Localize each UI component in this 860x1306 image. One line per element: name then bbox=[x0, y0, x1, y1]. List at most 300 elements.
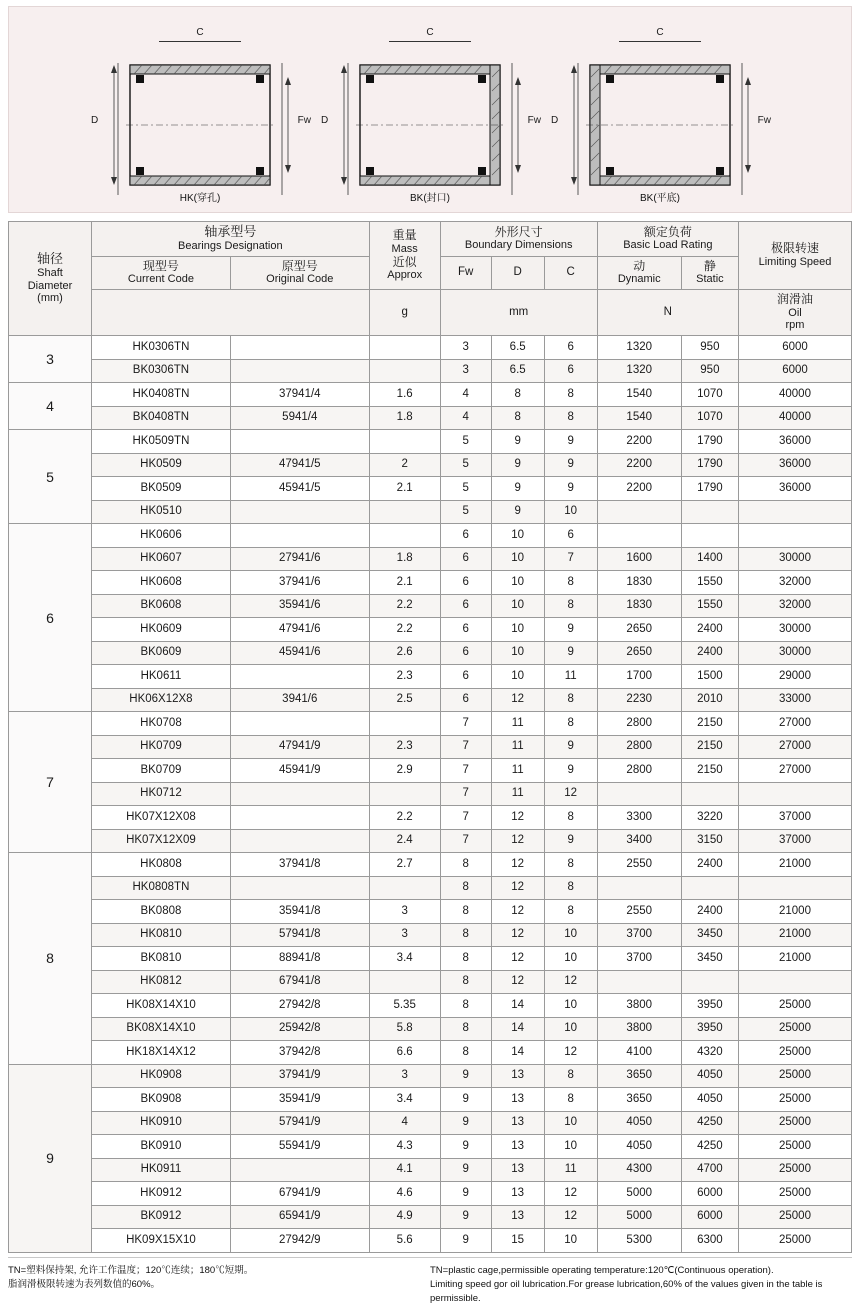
cell-c: 7 bbox=[544, 547, 597, 571]
cell-d: 9 bbox=[491, 500, 544, 524]
cell-d: 12 bbox=[491, 923, 544, 947]
table-row bbox=[9, 594, 852, 618]
cell-limiting-speed: 30000 bbox=[739, 641, 852, 665]
cell-original-code: 35941/8 bbox=[230, 900, 369, 924]
cell-c: 8 bbox=[544, 594, 597, 618]
cell-current-code: BK0912 bbox=[92, 1205, 231, 1229]
table-row bbox=[9, 947, 852, 971]
cell-c: 12 bbox=[544, 1041, 597, 1065]
cell-limiting-speed: 29000 bbox=[739, 665, 852, 689]
diagram-caption-3: BK(平底) bbox=[640, 193, 680, 204]
bearing-cross-section-closed bbox=[330, 45, 530, 195]
cell-dynamic: 2800 bbox=[597, 735, 681, 759]
cell-fw: 8 bbox=[440, 1017, 491, 1041]
cell-d: 12 bbox=[491, 900, 544, 924]
cell-mass bbox=[369, 500, 440, 524]
cell-current-code: HK07X12X09 bbox=[92, 829, 231, 853]
cell-dynamic: 1540 bbox=[597, 383, 681, 407]
cell-c: 9 bbox=[544, 453, 597, 477]
cell-c: 6 bbox=[544, 359, 597, 383]
cell-dynamic: 3400 bbox=[597, 829, 681, 853]
cell-fw: 9 bbox=[440, 1064, 491, 1088]
cell-original-code: 35941/6 bbox=[230, 594, 369, 618]
th-boundary bbox=[440, 222, 597, 257]
cell-fw: 4 bbox=[440, 383, 491, 407]
table-row bbox=[9, 430, 852, 454]
cell-mass: 4.6 bbox=[369, 1182, 440, 1206]
cell-dynamic: 3700 bbox=[597, 923, 681, 947]
bearing-cross-section-open bbox=[100, 45, 300, 195]
cell-current-code: BK0910 bbox=[92, 1135, 231, 1159]
cell-limiting-speed bbox=[739, 876, 852, 900]
cell-original-code bbox=[230, 336, 369, 360]
th-mass-cn: 重量 bbox=[392, 228, 417, 243]
cell-dynamic: 2800 bbox=[597, 712, 681, 736]
cell-static bbox=[681, 782, 738, 806]
cell-original-code bbox=[230, 782, 369, 806]
cell-fw: 8 bbox=[440, 876, 491, 900]
th-dynamic bbox=[597, 256, 681, 289]
cell-mass: 4 bbox=[369, 1111, 440, 1135]
table-row bbox=[9, 1135, 852, 1159]
th-speed bbox=[739, 222, 852, 290]
cell-static bbox=[681, 876, 738, 900]
cell-static bbox=[681, 970, 738, 994]
cell-limiting-speed: 37000 bbox=[739, 806, 852, 830]
cell-dynamic: 1700 bbox=[597, 665, 681, 689]
cell-dynamic: 2230 bbox=[597, 688, 681, 712]
cell-d: 12 bbox=[491, 829, 544, 853]
th-boundary-en: Boundary Dimensions bbox=[464, 239, 573, 252]
th-mass bbox=[369, 222, 440, 290]
cell-static: 4700 bbox=[681, 1158, 738, 1182]
dimension-d-label-1: D bbox=[91, 115, 99, 126]
cell-static: 2150 bbox=[681, 759, 738, 783]
cell-d: 13 bbox=[491, 1182, 544, 1206]
cell-c: 11 bbox=[544, 665, 597, 689]
th-rpm: rpm bbox=[785, 319, 805, 332]
table-row bbox=[9, 994, 852, 1018]
cell-mass bbox=[369, 359, 440, 383]
th-mass-en2: Approx bbox=[387, 269, 423, 282]
cell-original-code: 5941/4 bbox=[230, 406, 369, 430]
cell-static: 2400 bbox=[681, 853, 738, 877]
cell-c: 9 bbox=[544, 618, 597, 642]
cell-d: 9 bbox=[491, 477, 544, 501]
cell-original-code: 57941/9 bbox=[230, 1111, 369, 1135]
th-load-en: Basic Load Rating bbox=[623, 239, 713, 252]
th-load-cn: 额定负荷 bbox=[643, 224, 692, 239]
cell-c: 9 bbox=[544, 759, 597, 783]
cell-original-code: 27942/8 bbox=[230, 994, 369, 1018]
cell-dynamic: 5300 bbox=[597, 1229, 681, 1253]
cell-dynamic: 1320 bbox=[597, 359, 681, 383]
cell-fw: 7 bbox=[440, 806, 491, 830]
cell-d: 13 bbox=[491, 1064, 544, 1088]
cell-current-code: HK0709 bbox=[92, 735, 231, 759]
cell-mass: 2.1 bbox=[369, 477, 440, 501]
cell-d: 8 bbox=[491, 406, 544, 430]
table-row bbox=[9, 453, 852, 477]
cell-static: 1790 bbox=[681, 453, 738, 477]
cell-fw: 3 bbox=[440, 336, 491, 360]
cell-limiting-speed: 25000 bbox=[739, 1088, 852, 1112]
cell-static: 3950 bbox=[681, 994, 738, 1018]
cell-mass bbox=[369, 876, 440, 900]
cell-current-code: HK0808TN bbox=[92, 876, 231, 900]
th-dyn-en: Dynamic bbox=[617, 273, 661, 286]
cell-mass bbox=[369, 430, 440, 454]
table-row bbox=[9, 1158, 852, 1182]
cell-c: 8 bbox=[544, 1088, 597, 1112]
cell-limiting-speed: 36000 bbox=[739, 477, 852, 501]
cell-original-code: 67941/9 bbox=[230, 1182, 369, 1206]
cell-static bbox=[681, 524, 738, 548]
cell-mass: 2.2 bbox=[369, 594, 440, 618]
cell-original-code: 67941/8 bbox=[230, 970, 369, 994]
cell-limiting-speed: 27000 bbox=[739, 712, 852, 736]
cell-current-code: HK0908 bbox=[92, 1064, 231, 1088]
cell-dynamic: 3300 bbox=[597, 806, 681, 830]
cell-static: 4320 bbox=[681, 1041, 738, 1065]
cell-static: 3220 bbox=[681, 806, 738, 830]
th-current-cn: 现型号 bbox=[142, 258, 179, 273]
diagram-caption-2: BK(封口) bbox=[410, 193, 450, 204]
cell-d: 11 bbox=[491, 782, 544, 806]
cell-fw: 5 bbox=[440, 477, 491, 501]
table-header bbox=[9, 222, 852, 336]
cell-static: 6300 bbox=[681, 1229, 738, 1253]
cell-original-code bbox=[230, 500, 369, 524]
cell-current-code: BK0608 bbox=[92, 594, 231, 618]
table-row bbox=[9, 1229, 852, 1253]
cell-mass bbox=[369, 524, 440, 548]
cell-mass: 3.4 bbox=[369, 1088, 440, 1112]
cell-fw: 6 bbox=[440, 641, 491, 665]
cell-dynamic: 1830 bbox=[597, 594, 681, 618]
cell-fw: 6 bbox=[440, 688, 491, 712]
dimension-c-label-1: C bbox=[159, 27, 241, 38]
cell-mass: 5.8 bbox=[369, 1017, 440, 1041]
th-blank-designation bbox=[92, 290, 370, 336]
cell-c: 12 bbox=[544, 782, 597, 806]
cell-fw: 8 bbox=[440, 853, 491, 877]
cell-fw: 6 bbox=[440, 618, 491, 642]
th-static bbox=[681, 256, 738, 289]
cell-d: 13 bbox=[491, 1088, 544, 1112]
cell-shaft-diameter: 6 bbox=[9, 524, 92, 712]
cell-d: 12 bbox=[491, 876, 544, 900]
cell-original-code bbox=[230, 524, 369, 548]
cell-limiting-speed: 25000 bbox=[739, 1205, 852, 1229]
cell-dynamic: 5000 bbox=[597, 1205, 681, 1229]
cell-fw: 6 bbox=[440, 665, 491, 689]
catalog-page bbox=[0, 6, 860, 1306]
cell-dynamic: 3650 bbox=[597, 1064, 681, 1088]
table-row bbox=[9, 547, 852, 571]
cell-mass: 2.6 bbox=[369, 641, 440, 665]
cell-static: 3950 bbox=[681, 1017, 738, 1041]
table-row bbox=[9, 876, 852, 900]
cell-limiting-speed bbox=[739, 500, 852, 524]
cell-current-code: HK0609 bbox=[92, 618, 231, 642]
cell-limiting-speed: 21000 bbox=[739, 923, 852, 947]
dimension-c-label-3: C bbox=[619, 27, 701, 38]
cell-c: 10 bbox=[544, 1017, 597, 1041]
cell-current-code: BK0509 bbox=[92, 477, 231, 501]
cell-current-code: BK0609 bbox=[92, 641, 231, 665]
cell-shaft-diameter: 4 bbox=[9, 383, 92, 430]
cell-mass: 4.3 bbox=[369, 1135, 440, 1159]
cell-fw: 8 bbox=[440, 900, 491, 924]
cell-fw: 9 bbox=[440, 1205, 491, 1229]
cell-limiting-speed: 25000 bbox=[739, 1111, 852, 1135]
cell-fw: 7 bbox=[440, 829, 491, 853]
th-mm-unit: mm bbox=[440, 290, 597, 336]
cell-static bbox=[681, 500, 738, 524]
cell-d: 12 bbox=[491, 688, 544, 712]
cell-mass: 2.9 bbox=[369, 759, 440, 783]
cell-dynamic: 1540 bbox=[597, 406, 681, 430]
cell-mass: 4.1 bbox=[369, 1158, 440, 1182]
cell-static: 950 bbox=[681, 336, 738, 360]
cell-static: 3450 bbox=[681, 947, 738, 971]
th-shaft-diameter bbox=[9, 222, 92, 336]
cell-current-code: HK0812 bbox=[92, 970, 231, 994]
cell-c: 10 bbox=[544, 500, 597, 524]
cell-mass: 2.2 bbox=[369, 618, 440, 642]
cell-limiting-speed: 25000 bbox=[739, 1158, 852, 1182]
cell-c: 9 bbox=[544, 430, 597, 454]
cell-d: 15 bbox=[491, 1229, 544, 1253]
cell-limiting-speed: 6000 bbox=[739, 359, 852, 383]
th-sta-cn: 静 bbox=[703, 258, 716, 273]
cell-limiting-speed: 6000 bbox=[739, 336, 852, 360]
cell-c: 8 bbox=[544, 853, 597, 877]
dimension-d-label-3: D bbox=[551, 115, 559, 126]
table-row bbox=[9, 1088, 852, 1112]
cell-d: 12 bbox=[491, 806, 544, 830]
cell-mass bbox=[369, 782, 440, 806]
cell-dynamic: 2550 bbox=[597, 900, 681, 924]
cell-d: 13 bbox=[491, 1111, 544, 1135]
cell-c: 6 bbox=[544, 524, 597, 548]
dimension-d-label-2: D bbox=[321, 115, 329, 126]
cell-static: 4250 bbox=[681, 1111, 738, 1135]
cell-d: 10 bbox=[491, 665, 544, 689]
cell-static: 1550 bbox=[681, 571, 738, 595]
cell-d: 10 bbox=[491, 547, 544, 571]
cell-fw: 4 bbox=[440, 406, 491, 430]
cell-shaft-diameter: 5 bbox=[9, 430, 92, 524]
cell-c: 10 bbox=[544, 1229, 597, 1253]
cell-shaft-diameter: 8 bbox=[9, 853, 92, 1065]
cell-original-code: 37941/4 bbox=[230, 383, 369, 407]
table-row bbox=[9, 477, 852, 501]
cell-original-code: 47941/9 bbox=[230, 735, 369, 759]
th-original-code bbox=[230, 256, 369, 289]
header-row-3 bbox=[9, 290, 852, 336]
cell-static: 1500 bbox=[681, 665, 738, 689]
cell-mass: 3.4 bbox=[369, 947, 440, 971]
cell-dynamic: 4100 bbox=[597, 1041, 681, 1065]
cell-current-code: HK0306TN bbox=[92, 336, 231, 360]
th-designation-en: Bearings Designation bbox=[178, 239, 283, 252]
cell-static: 950 bbox=[681, 359, 738, 383]
diagram-bk-flat bbox=[545, 7, 775, 212]
cell-dynamic: 5000 bbox=[597, 1182, 681, 1206]
cell-d: 11 bbox=[491, 735, 544, 759]
cell-static: 4250 bbox=[681, 1135, 738, 1159]
cell-fw: 7 bbox=[440, 759, 491, 783]
cell-current-code: HK0712 bbox=[92, 782, 231, 806]
cell-current-code: HK0509 bbox=[92, 453, 231, 477]
cell-fw: 7 bbox=[440, 712, 491, 736]
cell-d: 9 bbox=[491, 453, 544, 477]
cell-c: 9 bbox=[544, 641, 597, 665]
cell-limiting-speed: 21000 bbox=[739, 853, 852, 877]
cell-limiting-speed: 25000 bbox=[739, 994, 852, 1018]
th-mass-cn2: 近似 bbox=[392, 254, 417, 269]
cell-d: 14 bbox=[491, 994, 544, 1018]
bearing-diagram-panel bbox=[8, 6, 852, 213]
table-row bbox=[9, 900, 852, 924]
th-load bbox=[597, 222, 738, 257]
cell-dynamic: 2800 bbox=[597, 759, 681, 783]
cell-current-code: BK0306TN bbox=[92, 359, 231, 383]
dimension-fw-label-3: Fw bbox=[757, 115, 771, 126]
cell-current-code: HK07X12X08 bbox=[92, 806, 231, 830]
cell-fw: 5 bbox=[440, 500, 491, 524]
table-row bbox=[9, 853, 852, 877]
cell-current-code: HK0509TN bbox=[92, 430, 231, 454]
cell-d: 9 bbox=[491, 430, 544, 454]
cell-c: 8 bbox=[544, 806, 597, 830]
th-speed-cn: 极限转速 bbox=[770, 241, 819, 256]
table-row bbox=[9, 1041, 852, 1065]
cell-original-code: 45941/6 bbox=[230, 641, 369, 665]
table-row bbox=[9, 782, 852, 806]
cell-fw: 7 bbox=[440, 782, 491, 806]
cell-fw: 9 bbox=[440, 1158, 491, 1182]
cell-mass: 5.6 bbox=[369, 1229, 440, 1253]
cell-static: 6000 bbox=[681, 1182, 738, 1206]
table-row bbox=[9, 618, 852, 642]
cell-c: 8 bbox=[544, 1064, 597, 1088]
cell-c: 8 bbox=[544, 406, 597, 430]
note-en-2: Limiting speed gor oil lubrication.For grease lubrication,60% of the values given in the table is permissible. bbox=[430, 1278, 823, 1305]
cell-limiting-speed: 25000 bbox=[739, 1182, 852, 1206]
cell-mass: 2.3 bbox=[369, 735, 440, 759]
cell-d: 14 bbox=[491, 1041, 544, 1065]
cell-fw: 9 bbox=[440, 1135, 491, 1159]
cell-dynamic: 3800 bbox=[597, 994, 681, 1018]
cell-original-code: 27941/6 bbox=[230, 547, 369, 571]
table-row bbox=[9, 923, 852, 947]
cell-static: 6000 bbox=[681, 1205, 738, 1229]
cell-static: 3450 bbox=[681, 923, 738, 947]
cell-limiting-speed: 27000 bbox=[739, 759, 852, 783]
cell-dynamic: 2650 bbox=[597, 618, 681, 642]
cell-original-code: 88941/8 bbox=[230, 947, 369, 971]
cell-dynamic: 4050 bbox=[597, 1111, 681, 1135]
cell-dynamic bbox=[597, 782, 681, 806]
cell-original-code: 57941/8 bbox=[230, 923, 369, 947]
cell-fw: 8 bbox=[440, 923, 491, 947]
note-cn-2: 脂润滑极限转速为表列数值的60%。 bbox=[8, 1278, 161, 1290]
table-row bbox=[9, 665, 852, 689]
th-designation-cn: 轴承型号 bbox=[204, 224, 257, 239]
cell-limiting-speed bbox=[739, 524, 852, 548]
cell-limiting-speed: 25000 bbox=[739, 1229, 852, 1253]
cell-static: 3150 bbox=[681, 829, 738, 853]
table-row bbox=[9, 970, 852, 994]
th-speed-en: Limiting Speed bbox=[758, 256, 832, 269]
cell-c: 6 bbox=[544, 336, 597, 360]
cell-limiting-speed: 40000 bbox=[739, 383, 852, 407]
diagram-caption-1: HK(穿孔) bbox=[179, 193, 221, 204]
cell-fw: 5 bbox=[440, 453, 491, 477]
cell-current-code: HK0611 bbox=[92, 665, 231, 689]
cell-d: 13 bbox=[491, 1205, 544, 1229]
diagram-hk-open bbox=[85, 7, 315, 212]
cell-mass: 1.8 bbox=[369, 547, 440, 571]
cell-static: 2010 bbox=[681, 688, 738, 712]
table-row bbox=[9, 759, 852, 783]
cell-d: 10 bbox=[491, 641, 544, 665]
cell-mass: 2.7 bbox=[369, 853, 440, 877]
cell-original-code bbox=[230, 665, 369, 689]
table-row bbox=[9, 641, 852, 665]
table-row bbox=[9, 829, 852, 853]
cell-c: 8 bbox=[544, 383, 597, 407]
cell-current-code: HK0608 bbox=[92, 571, 231, 595]
th-d: D bbox=[491, 256, 544, 289]
cell-c: 12 bbox=[544, 970, 597, 994]
cell-current-code: BK0810 bbox=[92, 947, 231, 971]
diagram-bk-closed bbox=[315, 7, 545, 212]
th-speed-unit bbox=[739, 290, 852, 336]
cell-c: 8 bbox=[544, 571, 597, 595]
cell-original-code bbox=[230, 430, 369, 454]
cell-mass: 6.6 bbox=[369, 1041, 440, 1065]
cell-d: 10 bbox=[491, 594, 544, 618]
cell-dynamic: 2550 bbox=[597, 853, 681, 877]
cell-mass: 1.8 bbox=[369, 406, 440, 430]
cell-current-code: BK0808 bbox=[92, 900, 231, 924]
cell-mass bbox=[369, 712, 440, 736]
cell-mass bbox=[369, 336, 440, 360]
table-row bbox=[9, 1111, 852, 1135]
cell-dynamic: 1320 bbox=[597, 336, 681, 360]
cell-current-code: HK0607 bbox=[92, 547, 231, 571]
cell-d: 12 bbox=[491, 947, 544, 971]
cell-fw: 9 bbox=[440, 1088, 491, 1112]
cell-original-code: 65941/9 bbox=[230, 1205, 369, 1229]
cell-static: 4050 bbox=[681, 1088, 738, 1112]
th-oil-cn: 润滑油 bbox=[776, 292, 813, 307]
cell-c: 10 bbox=[544, 994, 597, 1018]
cell-original-code: 45941/9 bbox=[230, 759, 369, 783]
cell-dynamic bbox=[597, 500, 681, 524]
th-shaft-en2: Diameter bbox=[27, 279, 73, 292]
cell-d: 13 bbox=[491, 1158, 544, 1182]
cell-limiting-speed: 36000 bbox=[739, 430, 852, 454]
cell-dynamic: 2650 bbox=[597, 641, 681, 665]
cell-static: 1400 bbox=[681, 547, 738, 571]
th-original-en: Original Code bbox=[266, 273, 334, 286]
cell-mass bbox=[369, 970, 440, 994]
